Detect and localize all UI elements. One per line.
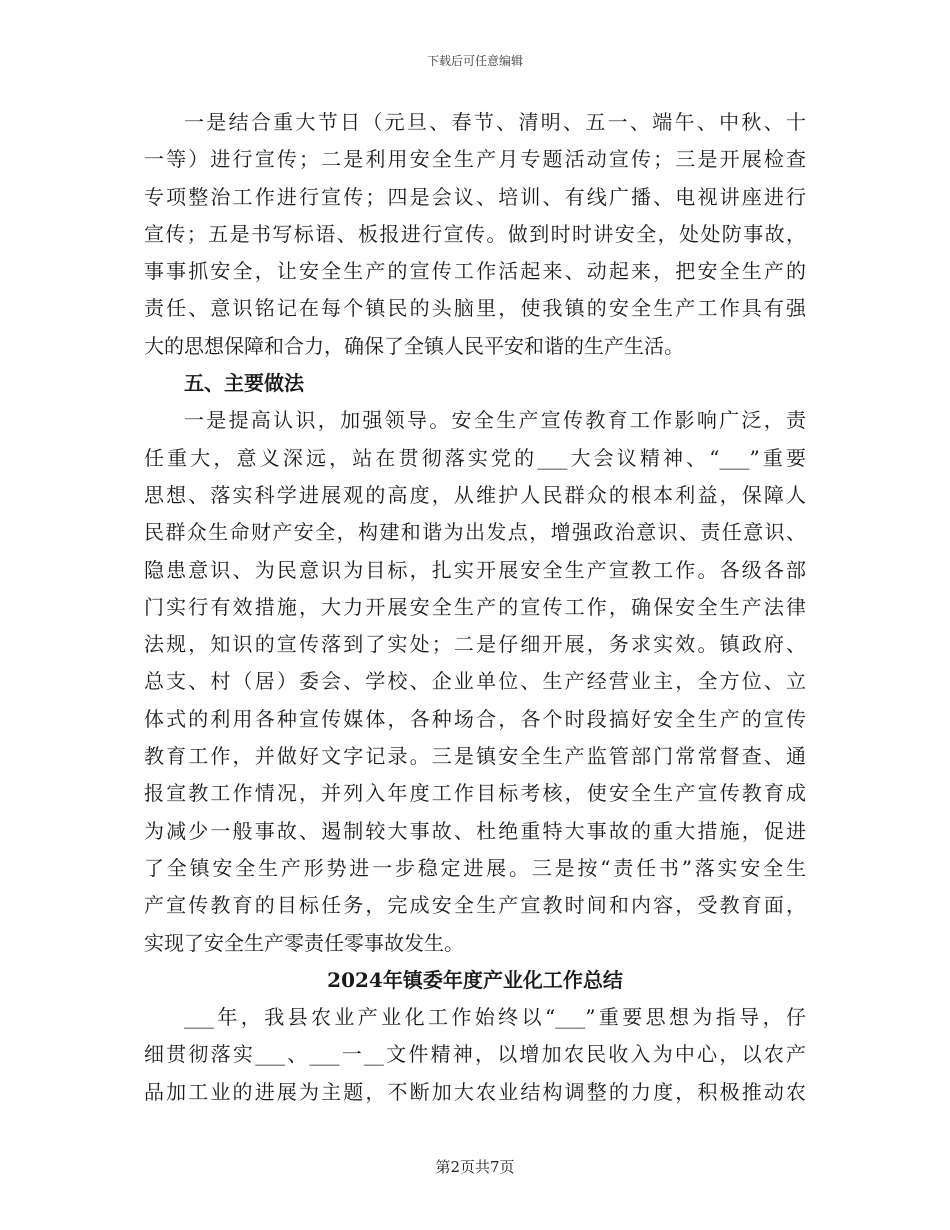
text-line: 产宣传教育的目标任务，完成安全生产宣教时间和内容，受教育面， xyxy=(144,893,806,918)
text-line: 教育工作，并做好文字记录。三是镇安全生产监管部门常常督查、通 xyxy=(144,744,806,769)
text-line: 大的思想保障和合力，确保了全镇人民平安和谐的生产生活。 xyxy=(144,333,684,358)
text-line: 事事抓安全，让安全生产的宣传工作活起来、动起来，把安全生产的 xyxy=(144,259,806,284)
text-line: 体式的利用各种宣传媒体，各种场合，各个时段搞好安全生产的宣传 xyxy=(144,706,806,731)
text-line: 品加工业的进展为主题，不断加大农业结构调整的力度，积极推动农 xyxy=(144,1079,806,1104)
text-line: 了全镇安全生产形势进一步稳定进展。三是按“责任书”落实安全生 xyxy=(144,855,806,880)
text-line: 任重大，意义深远，站在贯彻落实党的___大会议精神、“___”重要 xyxy=(144,445,806,470)
text-line: 为减少一般事故、遏制较大事故、杜绝重特大事故的重大措施，促进 xyxy=(144,818,806,843)
text-line: 法规，知识的宣传落到了实处；二是仔细开展，务求实效。镇政府、 xyxy=(144,632,806,657)
page-number: 第2页共7页 xyxy=(435,1158,515,1176)
text-line: 责任、意识铭记在每个镇民的头脑里，使我镇的安全生产工作具有强 xyxy=(144,296,806,321)
document-body xyxy=(144,104,806,1111)
text-line: 专项整治工作进行宣传；四是会议、培训、有线广播、电视讲座进行 xyxy=(144,184,806,209)
text-line: 细贯彻落实___、___一__文件精神，以增加农民收入为中心，以农产 xyxy=(144,1042,806,1067)
text-line: 实现了安全生产零责任零事故发生。 xyxy=(144,930,464,955)
text-line: 总支、村（居）委会、学校、企业单位、生产经营业主，全方位、立 xyxy=(144,669,806,694)
text-line: 一是提高认识，加强领导。安全生产宣传教育工作影响广泛，责 xyxy=(184,408,806,433)
section-heading: 五、主要做法 xyxy=(184,371,304,396)
text-line: 一等）进行宣传；二是利用安全生产月专题活动宣传；三是开展检查 xyxy=(144,147,806,172)
text-line: 宣传；五是书写标语、板报进行宣传。做到时时讲安全，处处防事故， xyxy=(144,221,806,246)
text-line: ___年，我县农业产业化工作始终以“___”重要思想为指导，仔 xyxy=(184,1005,806,1030)
text-line: 一是结合重大节日（元旦、春节、清明、五一、端午、中秋、十 xyxy=(184,110,806,134)
text-line: 思想、落实科学进展观的高度，从维护人民群众的根本利益，保障人 xyxy=(144,482,806,507)
text-line: 门实行有效措施，大力开展安全生产的宣传工作，确保安全生产法律 xyxy=(144,594,806,619)
page-header: 下载后可任意编辑 xyxy=(426,54,523,68)
text-line: 隐患意识、为民意识为目标，扎实开展安全生产宣教工作。各级各部 xyxy=(144,557,806,582)
document-title: 2024年镇委年度产业化工作总结 xyxy=(327,967,623,992)
text-line: 民群众生命财产安全，构建和谐为出发点，增强政治意识、责任意识、 xyxy=(144,520,806,545)
text-line: 报宣教工作情况，并列入年度工作目标考核，使安全生产宣传教育成 xyxy=(144,781,806,806)
